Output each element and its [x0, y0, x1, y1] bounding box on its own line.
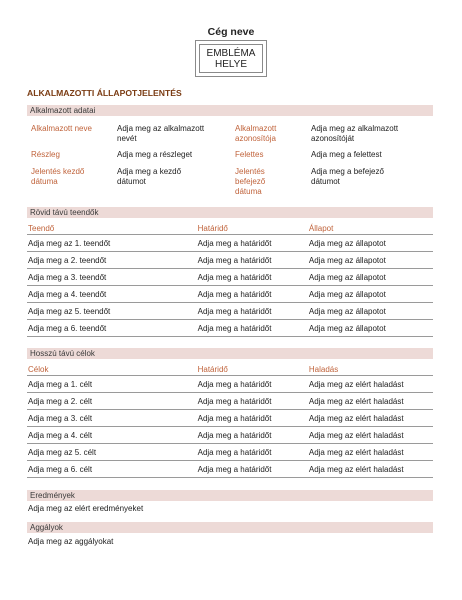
table-row [27, 320, 433, 337]
logo-frame [199, 44, 263, 73]
report-start-value-line1: Adja meg a kezdő [117, 167, 182, 176]
progress-cell[interactable]: Adja meg az elért haladást [308, 444, 433, 461]
goal-cell[interactable]: Adja meg a 2. célt [27, 393, 197, 410]
status-cell[interactable]: Adja meg az állapotot [308, 269, 433, 286]
task-cell[interactable]: Adja meg az 1. teendőt [27, 235, 197, 252]
table-row [27, 410, 433, 427]
manager-label: Felettes [235, 150, 264, 159]
deadline-cell[interactable]: Adja meg a határidőt [197, 393, 308, 410]
task-cell[interactable]: Adja meg a 3. teendőt [27, 269, 197, 286]
short-term-section-header: Rövid távú teendők [27, 207, 433, 218]
report-start-value-line2: dátumot [117, 177, 146, 186]
progress-cell[interactable]: Adja meg az elért haladást [308, 376, 433, 393]
results-section-header: Eredmények [27, 490, 433, 501]
long-term-header-goal: Célok [27, 363, 197, 376]
employee-name-value[interactable] [117, 124, 204, 144]
goal-cell[interactable]: Adja meg a 3. célt [27, 410, 197, 427]
report-start-label-line2: dátuma [31, 177, 58, 186]
long-term-section-header: Hosszú távú célok [27, 348, 433, 359]
table-row [27, 427, 433, 444]
deadline-cell[interactable]: Adja meg a határidőt [197, 286, 308, 303]
table-row [27, 269, 433, 286]
long-term-header-deadline: Határidő [197, 363, 308, 376]
deadline-cell[interactable]: Adja meg a határidőt [197, 410, 308, 427]
table-row [27, 286, 433, 303]
status-cell[interactable]: Adja meg az állapotot [308, 252, 433, 269]
logo-line-1: EMBLÉMA [206, 47, 256, 59]
status-cell[interactable]: Adja meg az állapotot [308, 235, 433, 252]
employee-id-value-line2: azonosítóját [311, 134, 355, 143]
task-cell[interactable]: Adja meg a 6. teendőt [27, 320, 197, 337]
report-start-label-line1: Jelentés kezdő [31, 167, 85, 176]
employee-id-label-line1: Alkalmazott [235, 124, 277, 133]
short-term-header-task: Teendő [27, 222, 197, 235]
goal-cell[interactable]: Adja meg a 6. célt [27, 461, 197, 478]
employee-name-value-line1: Adja meg az alkalmazott [117, 124, 205, 133]
report-end-label [235, 167, 265, 197]
employee-id-value-line1: Adja meg az alkalmazott [311, 124, 399, 133]
goal-cell[interactable]: Adja meg a 4. célt [27, 427, 197, 444]
deadline-cell[interactable]: Adja meg a határidőt [197, 427, 308, 444]
status-cell[interactable]: Adja meg az állapotot [308, 286, 433, 303]
short-term-header-deadline: Határidő [197, 222, 308, 235]
report-end-label-line1: Jelentés [235, 167, 265, 176]
table-row [27, 252, 433, 269]
employee-name-label: Alkalmazott neve [31, 124, 92, 133]
goal-cell[interactable]: Adja meg az 5. célt [27, 444, 197, 461]
employee-id-value[interactable] [311, 124, 398, 144]
short-term-header-row [27, 222, 433, 235]
concerns-section-header: Aggályok [27, 522, 433, 533]
task-cell[interactable]: Adja meg a 4. teendőt [27, 286, 197, 303]
report-title[interactable]: ALKALMAZOTTI ÁLLAPOTJELENTÉS [27, 88, 182, 98]
deadline-cell[interactable]: Adja meg a határidőt [197, 269, 308, 286]
table-row [27, 303, 433, 320]
report-end-label-line3: dátuma [235, 187, 262, 196]
report-start-label [31, 167, 84, 187]
results-text[interactable]: Adja meg az elért eredményeket [28, 504, 144, 513]
deadline-cell[interactable]: Adja meg a határidőt [197, 235, 308, 252]
table-row [27, 461, 433, 478]
deadline-cell[interactable]: Adja meg a határidőt [197, 444, 308, 461]
short-term-table [27, 222, 433, 337]
deadline-cell[interactable]: Adja meg a határidőt [197, 252, 308, 269]
department-label: Részleg [31, 150, 60, 159]
goal-cell[interactable]: Adja meg a 1. célt [27, 376, 197, 393]
employee-id-label [235, 124, 276, 144]
long-term-table [27, 363, 433, 478]
report-start-value[interactable] [117, 167, 181, 187]
deadline-cell[interactable]: Adja meg a határidőt [197, 376, 308, 393]
progress-cell[interactable]: Adja meg az elért haladást [308, 427, 433, 444]
status-cell[interactable]: Adja meg az állapotot [308, 303, 433, 320]
long-term-header-row [27, 363, 433, 376]
table-row [27, 235, 433, 252]
table-row [27, 376, 433, 393]
progress-cell[interactable]: Adja meg az elért haladást [308, 410, 433, 427]
employee-name-value-line2: nevét [117, 134, 137, 143]
report-end-label-line2: befejező [235, 177, 266, 186]
report-end-value-line2: dátumot [311, 177, 340, 186]
long-term-header-progress: Haladás [308, 363, 433, 376]
progress-cell[interactable]: Adja meg az elért haladást [308, 461, 433, 478]
deadline-cell[interactable]: Adja meg a határidőt [197, 303, 308, 320]
report-end-value[interactable] [311, 167, 384, 187]
logo-line-2: HELYE [214, 58, 248, 70]
employee-section-header: Alkalmazott adatai [27, 105, 433, 116]
table-row [27, 393, 433, 410]
deadline-cell[interactable]: Adja meg a határidőt [197, 320, 308, 337]
deadline-cell[interactable]: Adja meg a határidőt [197, 461, 308, 478]
status-cell[interactable]: Adja meg az állapotot [308, 320, 433, 337]
concerns-text[interactable]: Adja meg az aggályokat [28, 537, 114, 546]
table-row [27, 444, 433, 461]
short-term-header-status: Állapot [308, 222, 433, 235]
logo-placeholder[interactable] [195, 40, 267, 77]
employee-id-label-line2: azonosítója [235, 134, 276, 143]
department-value[interactable]: Adja meg a részleget [117, 150, 193, 159]
company-name[interactable]: Cég neve [207, 26, 255, 38]
progress-cell[interactable]: Adja meg az elért haladást [308, 393, 433, 410]
report-end-value-line1: Adja meg a befejező [311, 167, 384, 176]
manager-value[interactable]: Adja meg a felettest [311, 150, 382, 159]
task-cell[interactable]: Adja meg a 2. teendőt [27, 252, 197, 269]
task-cell[interactable]: Adja meg az 5. teendőt [27, 303, 197, 320]
